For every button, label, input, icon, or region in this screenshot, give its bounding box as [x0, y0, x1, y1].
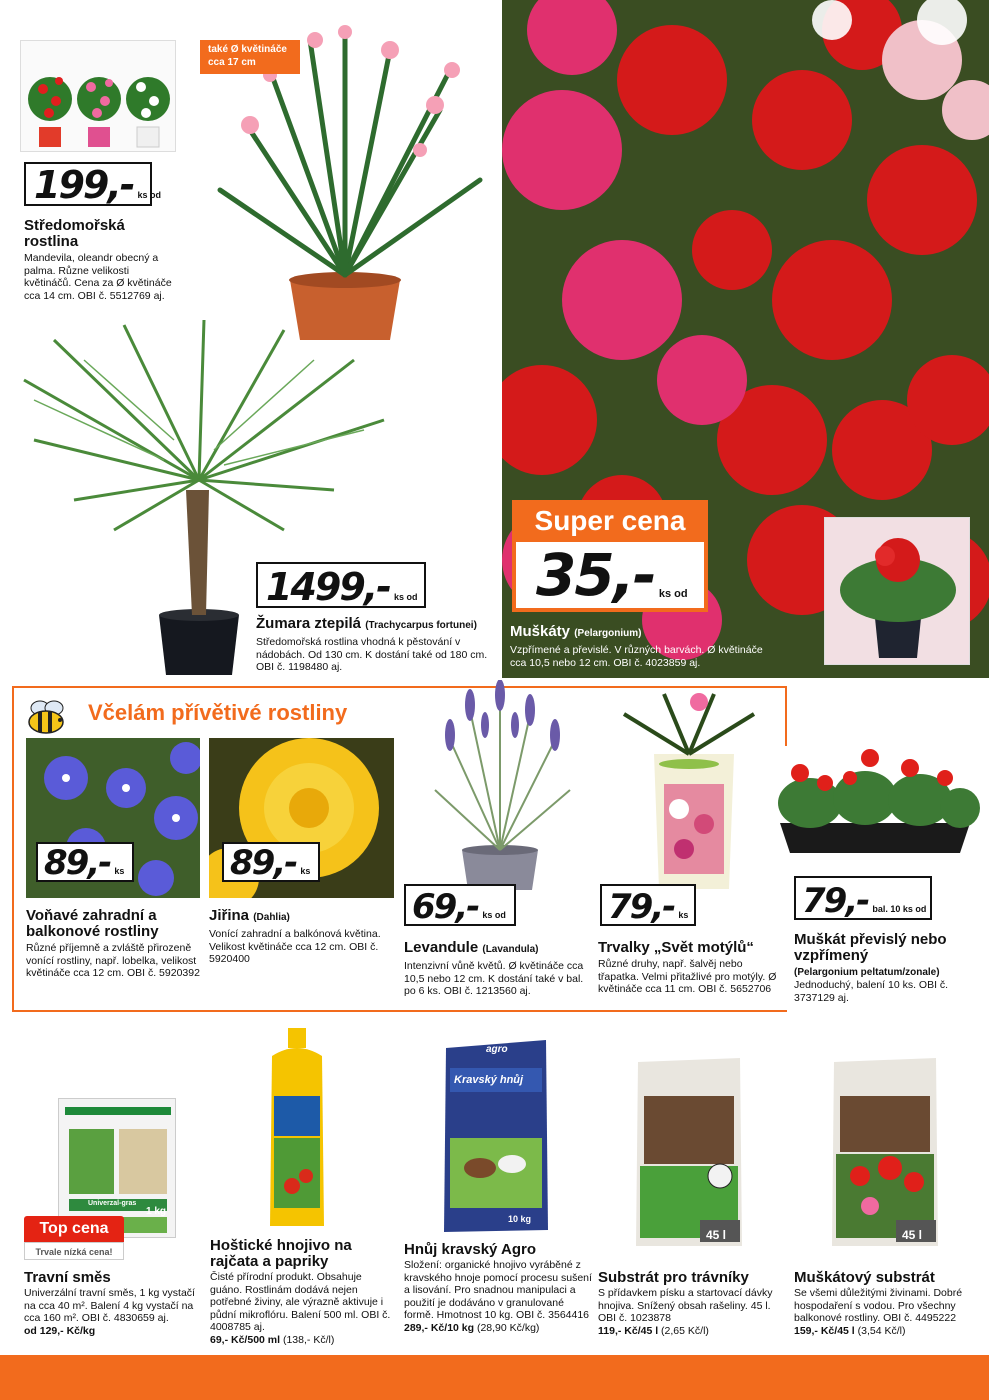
product-latin-name: (Pelargonium peltatum/zonale) [794, 967, 940, 978]
product-latin-name: (Pelargonium) [574, 628, 642, 639]
potted-geranium-image [824, 517, 970, 665]
geranium-substrate-bag-image [830, 1056, 940, 1248]
grass-pack-weight [146, 1206, 166, 1217]
product-unit-price: (28,90 Kč/kg) [476, 1321, 540, 1334]
product-geranium-substrate [794, 1270, 979, 1337]
bee-section-frame-left [12, 686, 14, 1010]
product-description: Vzpřímené a převislé. V různých barvách. Ø květináče cca 10,5 nebo 12 cm. OBI č. 4023859 aj. [510, 644, 763, 669]
product-latin-name: (Lavandula) [482, 944, 539, 955]
product-description: Univerzální travní směs, 1 kg vystačí na cca 40 m². Balení 4 kg vystačí na cca 160 m². OBI č. 4830659 aj. [24, 1287, 195, 1324]
bee-icon [24, 698, 68, 736]
price-unit: bal. 10 ks od [872, 904, 927, 914]
bee-section-heading-text: Včelám přívětivé rostliny [88, 700, 348, 725]
super-price-banner [512, 500, 708, 542]
footer-bar [0, 1355, 989, 1400]
geranium-pack-volume [902, 1228, 922, 1242]
product-description: Se všemi důležitými živinami. Dobré hospodaření s vodou. Pro všechny balkonové rostliny. OBI č. 4495222 [794, 1287, 963, 1324]
price-unit: ks od [658, 588, 688, 600]
mediterranean-plants-thumbnail [20, 40, 176, 152]
product-unit-price: (138,- Kč/l) [282, 1333, 335, 1346]
product-description: S přídavkem písku a startovací dávky hnojiva. Snížený obsah rašeliny. 45 l. OBI č. 1023878 [598, 1287, 773, 1324]
product-perennials [598, 940, 783, 996]
geranium-pack-volume-text: 45 l [902, 1228, 923, 1242]
product-description: Různé příjemně a zvláště přirozeně vonící rostliny, např. lobelka, velikost květináče cca 12 cm. OBI č. 5920392 [26, 942, 200, 979]
product-cow-manure [404, 1242, 596, 1334]
product-description: Intenzivní vůně květů. Ø květináče cca 10,5 nebo 12 cm. K dostání také v bal. po 6 ks. OBI č. 1213560 aj. [404, 960, 584, 997]
product-grass-seed [24, 1270, 202, 1337]
fertilizer-bottle-image [262, 1026, 332, 1232]
product-fertilizer [210, 1238, 395, 1346]
manure-pack-brand-text: agro [486, 1044, 508, 1055]
price-tag-geranium-tray [794, 876, 932, 920]
price-tag-mediterranean [24, 162, 162, 207]
geranium-tray-image [770, 728, 980, 858]
manure-pack-label-text: Kravský hnůj [454, 1074, 524, 1086]
lawn-pack-volume-text: 45 l [706, 1228, 727, 1242]
product-lobelia [26, 908, 200, 980]
price-tag-palm [256, 562, 426, 608]
price-unit: ks od [137, 190, 162, 200]
price-unit: ks od [393, 592, 418, 602]
product-title: Substrát pro trávníky [598, 1269, 749, 1286]
product-latin-name: (Trachycarpus fortunei) [365, 620, 477, 631]
top-price-badge-main: Top cena [24, 1216, 124, 1242]
price-tag-geranium [512, 542, 708, 612]
product-price-line: 159,- Kč/45 l [794, 1324, 855, 1337]
price-value: 199,- [34, 163, 134, 207]
bee-section-frame-bottom [12, 1010, 787, 1012]
price-unit: ks od [482, 910, 506, 920]
price-tag-lobelia [36, 842, 134, 882]
product-title: Jiřina [209, 907, 250, 924]
product-description: Různé druhy, např. šalvěj nebo třapatka. Velmi přitažlivé pro motýly. Ø květináče cca 11 cm. OBI č. 5652706 [598, 958, 777, 995]
product-title: Žumara ztepilá [256, 615, 362, 632]
product-geranium-tray [794, 932, 984, 1004]
price-value: 89,- [44, 843, 111, 883]
grass-pack-label [88, 1200, 136, 1207]
super-price-banner-text: Super cena [534, 505, 686, 536]
product-latin-name: (Dahlia) [253, 912, 290, 923]
price-value: 1499,- [266, 565, 390, 609]
product-unit-price: (2,65 Kč/l) [661, 1324, 709, 1337]
perennials-image [604, 684, 774, 894]
product-lavender [404, 940, 584, 998]
product-title: Voňavé zahradní a balkonové rostliny [26, 907, 159, 940]
product-title: Hoštické hnojivo na rajčata a papriky [210, 1237, 352, 1270]
grass-pack-label-text: Univerzal-gras [88, 1200, 137, 1207]
grass-pack-weight-text: 1 kg [146, 1206, 167, 1217]
manure-pack-weight [508, 1214, 531, 1224]
price-value: 79,- [608, 887, 675, 927]
product-title: Muškát převislý nebo vzpřímený [794, 931, 947, 964]
price-tag-dahlia [222, 842, 320, 882]
product-description: Mandevila, oleandr obecný a palma. Různe velikosti květináčů. Cena za Ø květináče cca 14 cm. OBI č. 5512769 aj. [24, 252, 172, 302]
product-description: Středomořská rostlina vhodná k pěstování v nádobách. Od 130 cm. K dostání také od 180 cm. OBI č. 1198480 aj. [256, 636, 488, 673]
lavender-image [420, 680, 580, 892]
price-value: 35,- [536, 541, 655, 609]
bee-section-heading [88, 700, 347, 726]
top-price-badge-sub: Trvale nízká cena! [24, 1242, 124, 1260]
product-dahlia [209, 908, 394, 966]
product-title: Středomořská rostlina [24, 217, 125, 250]
product-price-line: od 129,- Kč/kg [24, 1324, 96, 1337]
top-price-badge [24, 1216, 124, 1264]
manure-pack-brand [486, 1044, 508, 1055]
product-title: Hnůj kravský Agro [404, 1241, 536, 1258]
price-unit: ks [300, 866, 311, 876]
product-description: Jednoduchý, balení 10 ks. OBI č. 3737129 aj. [794, 979, 949, 1004]
manure-pack-weight-text: 10 kg [508, 1214, 532, 1224]
product-mediterranean [24, 218, 174, 302]
product-title: Travní směs [24, 1269, 111, 1286]
product-palm [256, 616, 496, 674]
price-unit: ks [114, 866, 125, 876]
lawn-pack-volume [706, 1228, 726, 1242]
price-value: 69,- [412, 887, 479, 927]
price-value: 79,- [802, 881, 869, 921]
product-description: Čisté přírodní produkt. Obsahuje guáno. Rostlinám dodává nejen potřebné živiny, ale výrazně aktivuje i půdní mikroflóru. Balení 500 ml. OBI č. 4008785 aj. [210, 1271, 391, 1333]
product-title: Levandule [404, 939, 479, 956]
product-description: Složení: organické hnojivo vyráběné z kravského hnoje pomocí procesu sušení a lisování. Pro snadnou manipulaci a použití je dodáváno v granulované formě. Hmotnost 10 kg. OBI č. 3564416 [404, 1259, 592, 1321]
product-geranium [510, 624, 780, 669]
price-value: 89,- [230, 843, 297, 883]
product-title: Trvalky „Svět motýlů“ [598, 939, 754, 956]
price-unit: ks [678, 910, 689, 920]
product-title: Muškáty [510, 623, 571, 640]
lawn-substrate-bag-image [634, 1056, 744, 1248]
price-tag-lavender [404, 884, 516, 926]
product-lawn-substrate [598, 1270, 788, 1337]
cow-manure-bag-image [440, 1038, 552, 1234]
product-description: Vonící zahradní a balkónová květina. Velikost květináče cca 12 cm. OBI č. 5920400 [209, 928, 381, 965]
product-price-line: 289,- Kč/10 kg [404, 1321, 475, 1334]
pot-size-badge-text: také Ø květináče cca 17 cm [208, 44, 287, 68]
price-tag-perennials [600, 884, 696, 926]
product-unit-price: (3,54 Kč/l) [857, 1324, 906, 1337]
product-title: Muškátový substrát [794, 1269, 935, 1286]
pot-size-badge [200, 40, 300, 74]
product-price-line: 69,- Kč/500 ml [210, 1333, 281, 1346]
manure-pack-label [454, 1074, 523, 1086]
product-price-line: 119,- Kč/45 l [598, 1324, 659, 1337]
